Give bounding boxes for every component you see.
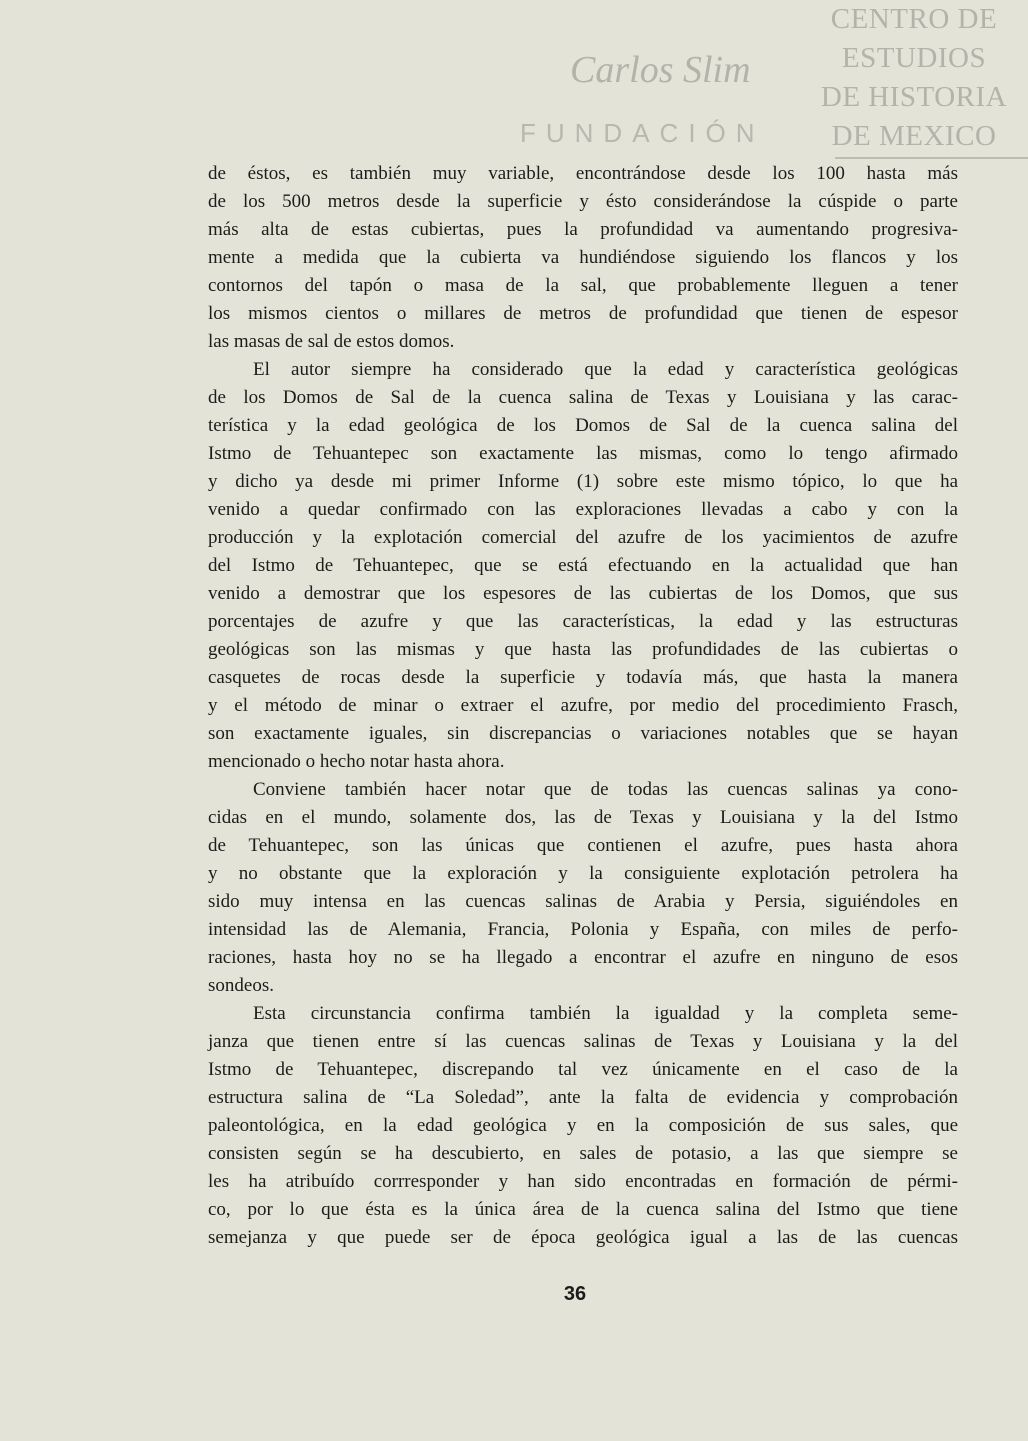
text-line: mencionado o hecho notar hasta ahora. bbox=[208, 751, 505, 772]
watermark-divider bbox=[835, 157, 1028, 159]
watermark-line: CENTRO DE bbox=[830, 3, 998, 35]
text-line: terística y la edad geológica de los Domos de Sal de la cuenca salina del bbox=[208, 415, 958, 436]
text-line: las masas de sal de estos domos. bbox=[208, 331, 455, 352]
text-line: consisten según se ha descubierto, en sales de potasio, a las que siempre se bbox=[208, 1143, 958, 1164]
text-line: Istmo de Tehuantepec son exactamente las mismas, como lo tengo afirmado bbox=[208, 443, 958, 464]
text-line: semejanza y que puede ser de época geológica igual a las de las cuencas bbox=[208, 1227, 958, 1248]
paragraph bbox=[208, 776, 958, 1000]
text-line: casquetes de rocas desde la superficie y todavía más, que hasta la manera bbox=[208, 667, 958, 688]
text-line: mente a medida que la cubierta va hundiéndose siguiendo los flancos y los bbox=[208, 247, 958, 268]
text-line: del Istmo de Tehuantepec, que se está efectuando en la actualidad que han bbox=[208, 555, 958, 576]
text-line: son exactamente iguales, sin discrepancias o variaciones notables que se hayan bbox=[208, 723, 958, 744]
text-line: geológicas son las mismas y que hasta las profundidades de las cubiertas o bbox=[208, 639, 958, 660]
text-line: venido a demostrar que los espesores de las cubiertas de los Domos, que sus bbox=[208, 583, 958, 604]
text-line: raciones, hasta hoy no se ha llegado a encontrar el azufre en ninguno de esos bbox=[208, 947, 958, 968]
text-line: cidas en el mundo, solamente dos, las de Texas y Louisiana y la del Istmo bbox=[208, 807, 958, 828]
text-line: Esta circunstancia confirma también la igualdad y la completa seme- bbox=[253, 1003, 958, 1024]
text-line: venido a quedar confirmado con las exploraciones llevadas a cabo y con la bbox=[208, 499, 958, 520]
text-line: les ha atribuído corrresponder y han sido encontradas en formación de pérmi- bbox=[208, 1171, 958, 1192]
text-line: de éstos, es también muy variable, encontrándose desde los 100 hasta más bbox=[208, 163, 958, 184]
text-line: y el método de minar o extraer el azufre, por medio del procedimiento Frasch, bbox=[208, 695, 958, 716]
watermark bbox=[800, 0, 1028, 156]
body-text bbox=[208, 160, 958, 1252]
watermark-line: ESTUDIOS bbox=[841, 42, 987, 74]
text-line: sido muy intensa en las cuencas salinas de Arabia y Persia, siguiéndoles en bbox=[208, 891, 958, 912]
text-line: de los Domos de Sal de la cuenca salina de Texas y Louisiana y las carac- bbox=[208, 387, 958, 408]
text-line: producción y la explotación comercial del azufre de los yacimientos de azufre bbox=[208, 527, 958, 548]
watermark-foundation: FUNDACIÓN bbox=[520, 118, 765, 148]
text-line: sondeos. bbox=[208, 975, 274, 996]
text-line: janza que tienen entre sí las cuencas salinas de Texas y Louisiana y la del bbox=[208, 1031, 958, 1052]
text-line: contornos del tapón o masa de la sal, que probablemente lleguen a tener bbox=[208, 275, 958, 296]
paragraph bbox=[208, 160, 958, 356]
text-line: los mismos cientos o millares de metros de profundidad que tienen de espesor bbox=[208, 303, 958, 324]
text-line: estructura salina de “La Soledad”, ante la falta de evidencia y comprobación bbox=[208, 1087, 958, 1108]
page-number: 36 bbox=[563, 1283, 587, 1305]
text-line: y dicho ya desde mi primer Informe (1) sobre este mismo tópico, lo que ha bbox=[208, 471, 958, 492]
text-line: Conviene también hacer notar que de todas las cuencas salinas ya cono- bbox=[253, 779, 958, 800]
paragraph bbox=[208, 1000, 958, 1252]
watermark-signature: Carlos Slim bbox=[570, 49, 751, 91]
text-line: y no obstante que la exploración y la consiguiente explotación petrolera ha bbox=[208, 863, 958, 884]
text-line: Istmo de Tehuantepec, discrepando tal vez únicamente en el caso de la bbox=[208, 1059, 958, 1080]
text-line: porcentajes de azufre y que las características, la edad y las estructuras bbox=[208, 611, 958, 632]
watermark-line: DE MEXICO bbox=[831, 120, 997, 152]
text-line: paleontológica, en la edad geológica y en la composición de sus sales, que bbox=[208, 1115, 958, 1136]
paragraph bbox=[208, 356, 958, 776]
text-line: intensidad las de Alemania, Francia, Polonia y España, con miles de perfo- bbox=[208, 919, 958, 940]
text-line: más alta de estas cubiertas, pues la profundidad va aumentando progresiva- bbox=[208, 219, 958, 240]
text-line: co, por lo que ésta es la única área de la cuenca salina del Istmo que tiene bbox=[208, 1199, 958, 1220]
text-line: de los 500 metros desde la superficie y ésto considerándose la cúspide o parte bbox=[208, 191, 958, 212]
watermark-line: DE HISTORIA bbox=[820, 81, 1008, 113]
text-line: El autor siempre ha considerado que la edad y característica geológicas bbox=[253, 359, 958, 380]
text-line: de Tehuantepec, son las únicas que contienen el azufre, pues hasta ahora bbox=[208, 835, 958, 856]
